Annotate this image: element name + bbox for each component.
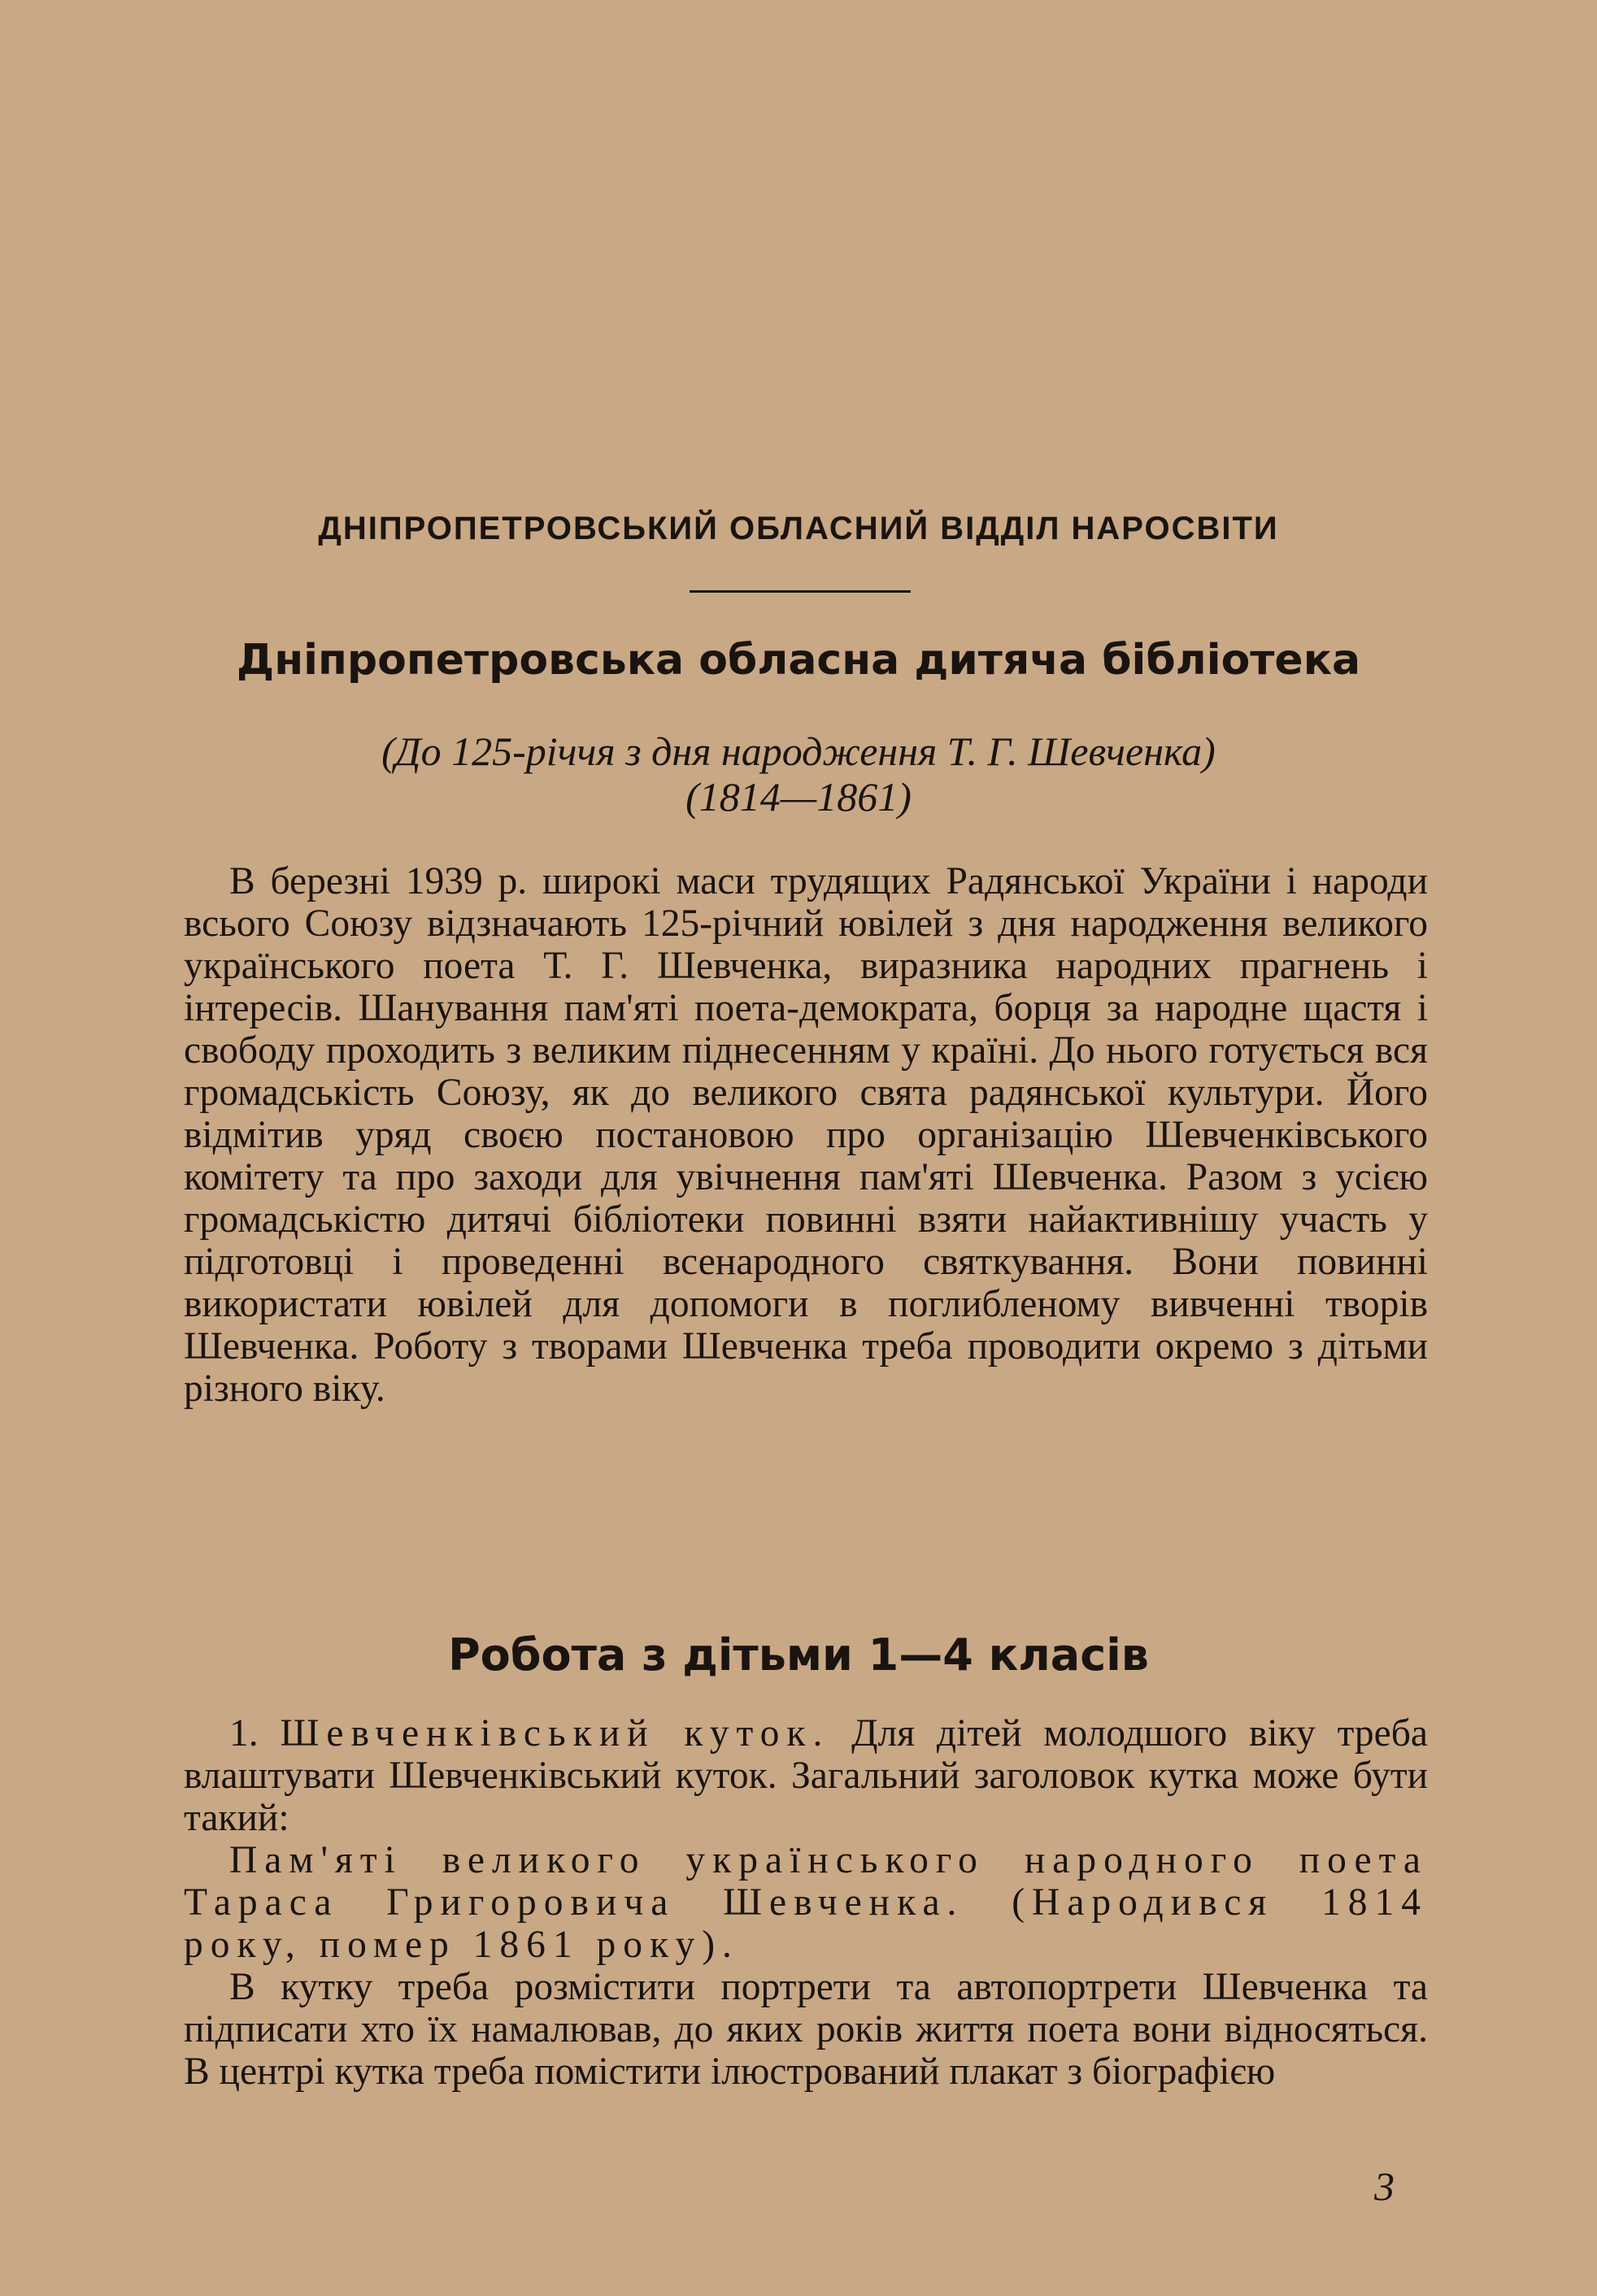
section-body xyxy=(184,1712,1428,2093)
page-number: 3 xyxy=(1374,2163,1395,2209)
intro-paragraph: В березні 1939 р. широкі маси трудящих Радянської України і народи всього Союзу відзначають 125-річний ювілей з дня народження великого українського поета Т. Г. Шевченка, виразника народних прагнень і інтересів. Шанування пам'яті поета-демократа, борця за народне щастя і свободу проходить з великим піднесенням у країні. До нього готується вся громадськість Союзу, як до великого свята радянської культури. Його відмітив уряд своєю постановою про організацію Шевченківського комітету та про заходи для увічнення пам'яті Шевченка. Разом з усією громадськістю дитячі бібліотеки повинні взяти найактивнішу участь у підготовці і проведенні всенародного святкування. Вони повинні використати ювілей для допомоги в поглибленому вивченні творів Шевченка. Роботу з творами Шевченка треба проводити окремо з дітьми різного віку. xyxy=(184,860,1428,1410)
item-title: Шевченківський куток. xyxy=(280,1712,830,1755)
memorial-quote: Пам'яті великого українського народного поета Тараса Григоровича Шевченка. (Народився 1814 року, помер 1861 року). xyxy=(184,1839,1428,1966)
subtitle-line-2: (1814—1861) xyxy=(685,774,912,820)
header-divider xyxy=(690,590,911,593)
item-paragraph xyxy=(184,1712,1428,1839)
item-text: Для дітей молодшого віку треба влаштувати Шевченківський куток. Загальний заголовок кутка може бути такий: xyxy=(184,1712,1428,1839)
subtitle-line-1: (До 125-річчя з дня народження Т. Г. Шевченка) xyxy=(381,728,1216,774)
item-number: 1. xyxy=(229,1712,259,1755)
library-title: Дніпропетровська обласна дитяча бібліотека xyxy=(236,636,1361,685)
section-heading: Робота з дітьми 1—4 класів xyxy=(448,1629,1149,1681)
department-header: ДНІПРОПЕТРОВСЬКИЙ ОБЛАСНИЙ ВІДДІЛ НАРОСВІТИ xyxy=(318,511,1279,546)
subtitle xyxy=(0,728,1597,820)
continuation-paragraph: В кутку треба розмістити портрети та автопортрети Шевченка та підписати хто їх намалював, до яких років життя поета вони відносяться. В центрі кутка треба помістити ілюстрований плакат з біографією xyxy=(184,1966,1428,2093)
